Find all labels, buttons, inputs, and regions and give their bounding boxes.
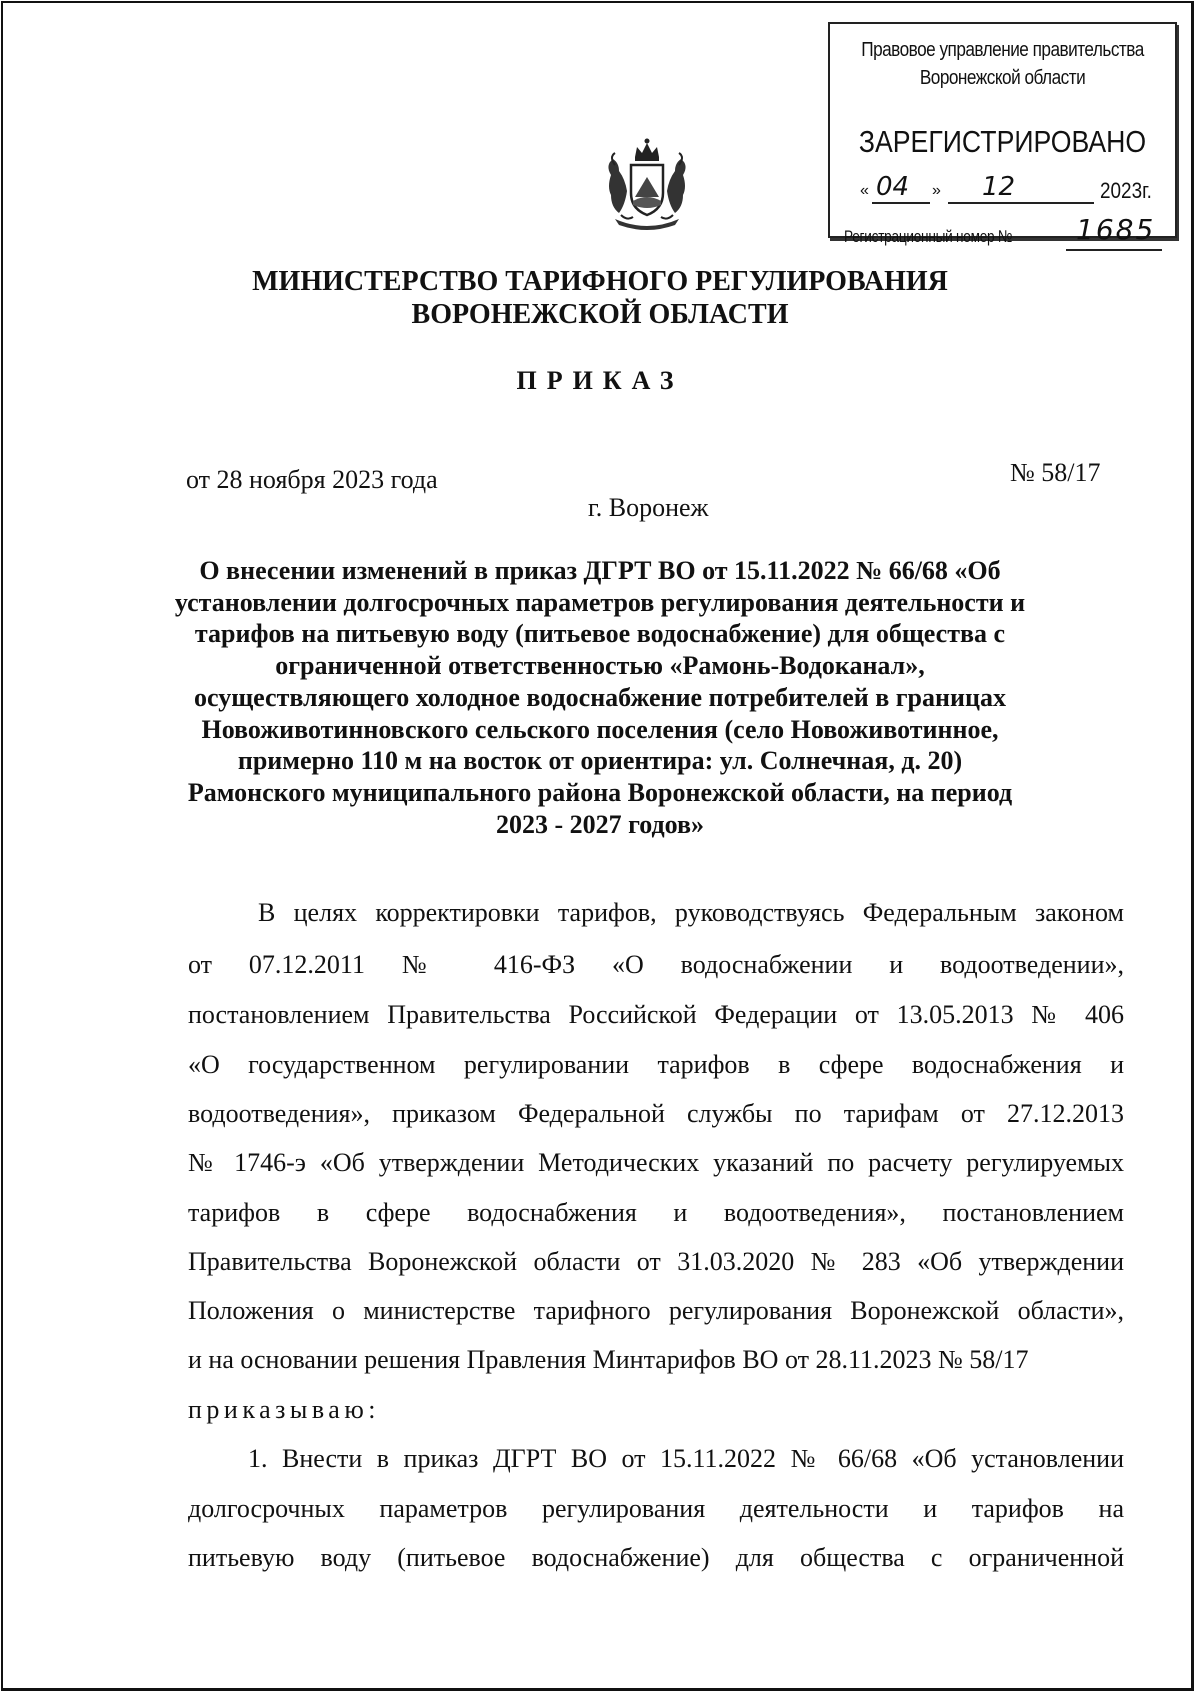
stamp-year: 2023г.	[1100, 178, 1152, 203]
order-number: № 58/17	[1010, 458, 1101, 487]
preamble-line: В целях корректировки тарифов, руководствуясь Федеральным законом	[258, 898, 1124, 927]
stamp-org-line1: Правовое управление правительства	[861, 39, 1144, 61]
subject-line: установлении долгосрочных параметров регулирования деятельности и	[174, 587, 1026, 617]
stamp-regnum-underline	[1066, 249, 1162, 251]
preamble-line: Положения о министерстве тарифного регулирования Воронежской области»,	[188, 1296, 1124, 1325]
page-border	[1, 1, 1194, 1691]
subject-line: О внесении изменений в приказ ДГРТ ВО от 15.11.2022 № 66/68 «Об	[199, 556, 1001, 585]
subject-line: ограниченной ответственностью «Рамонь-Водоканал»,	[275, 651, 925, 681]
subject-line: тарифов на питьевую воду (питьевое водоснабжение) для общества с	[194, 619, 1006, 649]
subject-line: Новоживотинновского сельского поселения (село Новоживотинное,	[201, 714, 999, 744]
order-city: г. Воронеж	[588, 493, 709, 522]
stamp-date	[860, 172, 1160, 208]
stamp-organization	[854, 36, 1151, 92]
preamble-line: от 07.12.2011 № 416-ФЗ «О водоснабжении и водоотведении»,	[188, 950, 1124, 979]
item1-line: долгосрочных параметров регулирования деятельности и тарифов на	[188, 1494, 1124, 1523]
preamble-line: постановлением Правительства Российской Федерации от 13.05.2013 № 406	[188, 1000, 1124, 1029]
stamp-month-underline	[948, 202, 1094, 204]
coat-of-arms-icon	[597, 135, 697, 235]
ministry-line2: ВОРОНЕЖСКОЙ ОБЛАСТИ	[411, 299, 789, 330]
stamp-regnum-value: 1685	[1076, 213, 1156, 246]
subject-line: осуществляющего холодное водоснабжение потребителей в границах	[194, 682, 1006, 712]
subject-line: примерно 110 м на восток от ориентира: ул. Солнечная, д. 20)	[237, 746, 963, 776]
order-subject	[140, 555, 1060, 840]
preamble-line: тарифов в сфере водоснабжения и водоотведения», постановлением	[188, 1198, 1124, 1227]
item1-line: питьевую воду (питьевое водоснабжение) для общества с ограниченной	[188, 1543, 1124, 1572]
stamp-registration-number	[844, 213, 1174, 251]
subject-line: Рамонского муниципального района Воронежской области, на период	[187, 777, 1013, 807]
registration-stamp	[828, 22, 1177, 246]
subject-line: 2023 - 2027 годов»	[495, 809, 705, 839]
ministry-line1: МИНИСТЕРСТВО ТАРИФНОГО РЕГУЛИРОВАНИЯ	[252, 266, 948, 297]
preamble-line: № 1746-э «Об утверждении Методических указаний по расчету регулируемых	[188, 1148, 1124, 1177]
stamp-status: ЗАРЕГИСТРИРОВАНО	[858, 124, 1147, 159]
stamp-month: 12	[982, 172, 1016, 202]
stamp-quote-close: »	[932, 182, 941, 199]
stamp-org-line2: Воронежской области	[919, 67, 1086, 89]
stamp-day-underline	[872, 202, 930, 204]
preamble-line: Правительства Воронежской области от 31.03.2020 № 283 «Об утверждении	[188, 1247, 1124, 1276]
order-date: от 28 ноября 2023 года	[186, 465, 438, 494]
order-command: приказываю:	[188, 1395, 380, 1424]
preamble-line: «О государственном регулировании тарифов в сфере водоснабжения и	[188, 1050, 1124, 1079]
preamble-line: водоотведения», приказом Федеральной службы по тарифам от 27.12.2013	[188, 1099, 1124, 1128]
ministry-name	[0, 265, 1200, 331]
stamp-day: 04	[876, 172, 910, 202]
stamp-quote-open: «	[860, 182, 869, 199]
document-type: ПРИКАЗ	[516, 366, 684, 395]
stamp-regnum-label: Регистрационный номер №	[844, 227, 1013, 246]
preamble-line: и на основании решения Правления Минтарифов ВО от 28.11.2023 № 58/17	[188, 1345, 1029, 1374]
item1-line: 1. Внести в приказ ДГРТ ВО от 15.11.2022 № 66/68 «Об установлении	[248, 1444, 1124, 1473]
